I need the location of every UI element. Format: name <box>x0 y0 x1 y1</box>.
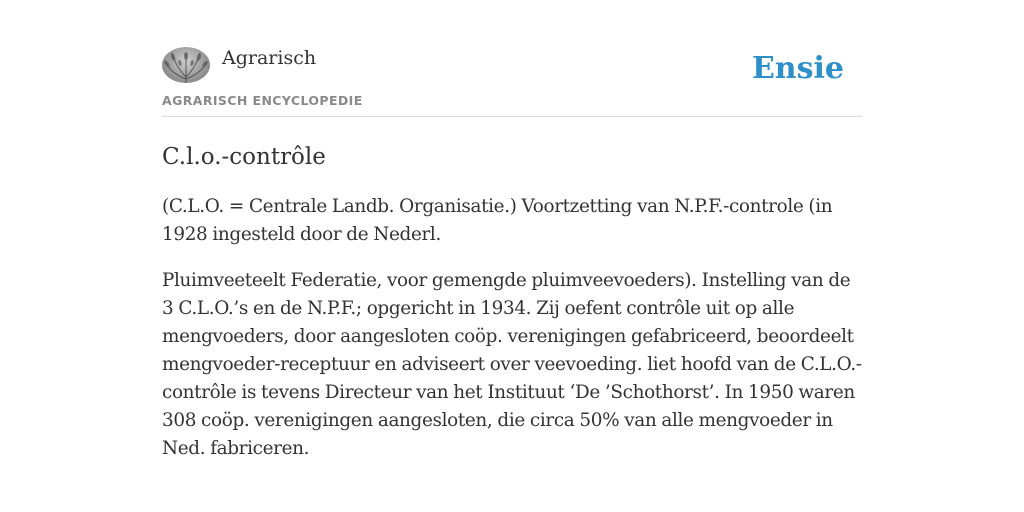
site-name[interactable]: Agrarisch <box>222 47 317 69</box>
article-paragraph: (C.L.O. = Centrale Landb. Organisatie.) Voortzetting van N.P.F.-controle (in 1928 ingesteld door de Nederl. <box>162 196 833 245</box>
site-header <box>162 0 862 117</box>
wheat-icon[interactable] <box>162 47 210 83</box>
article-paragraph: Pluimveeteelt Federatie, voor gemengde pluimveevoeders). Instelling van de 3 C.L.O.’s en de N.P.F.; opgericht in 1934. Zij oefent contrôle uit op alle mengvoeders, door aangesloten coöp. verenigingen gefabriceerd, beoordeelt mengvoeder-receptuur en adviseert over veevoeding. liet hoofd van de C.L.O.-contrôle is tevens Directeur van het Instituut ‘De ’Schothorst’. In 1950 waren 308 coöp. verenigingen aangesloten, die circa 50% van alle mengvoeder in Ned. fabriceren. <box>162 270 862 459</box>
article-title: C.l.o.-contrôle <box>162 144 326 170</box>
site-subtitle: AGRARISCH ENCYCLOPEDIE <box>162 93 363 108</box>
content-column <box>162 0 862 463</box>
brand-logo[interactable]: Ensie <box>751 51 844 86</box>
